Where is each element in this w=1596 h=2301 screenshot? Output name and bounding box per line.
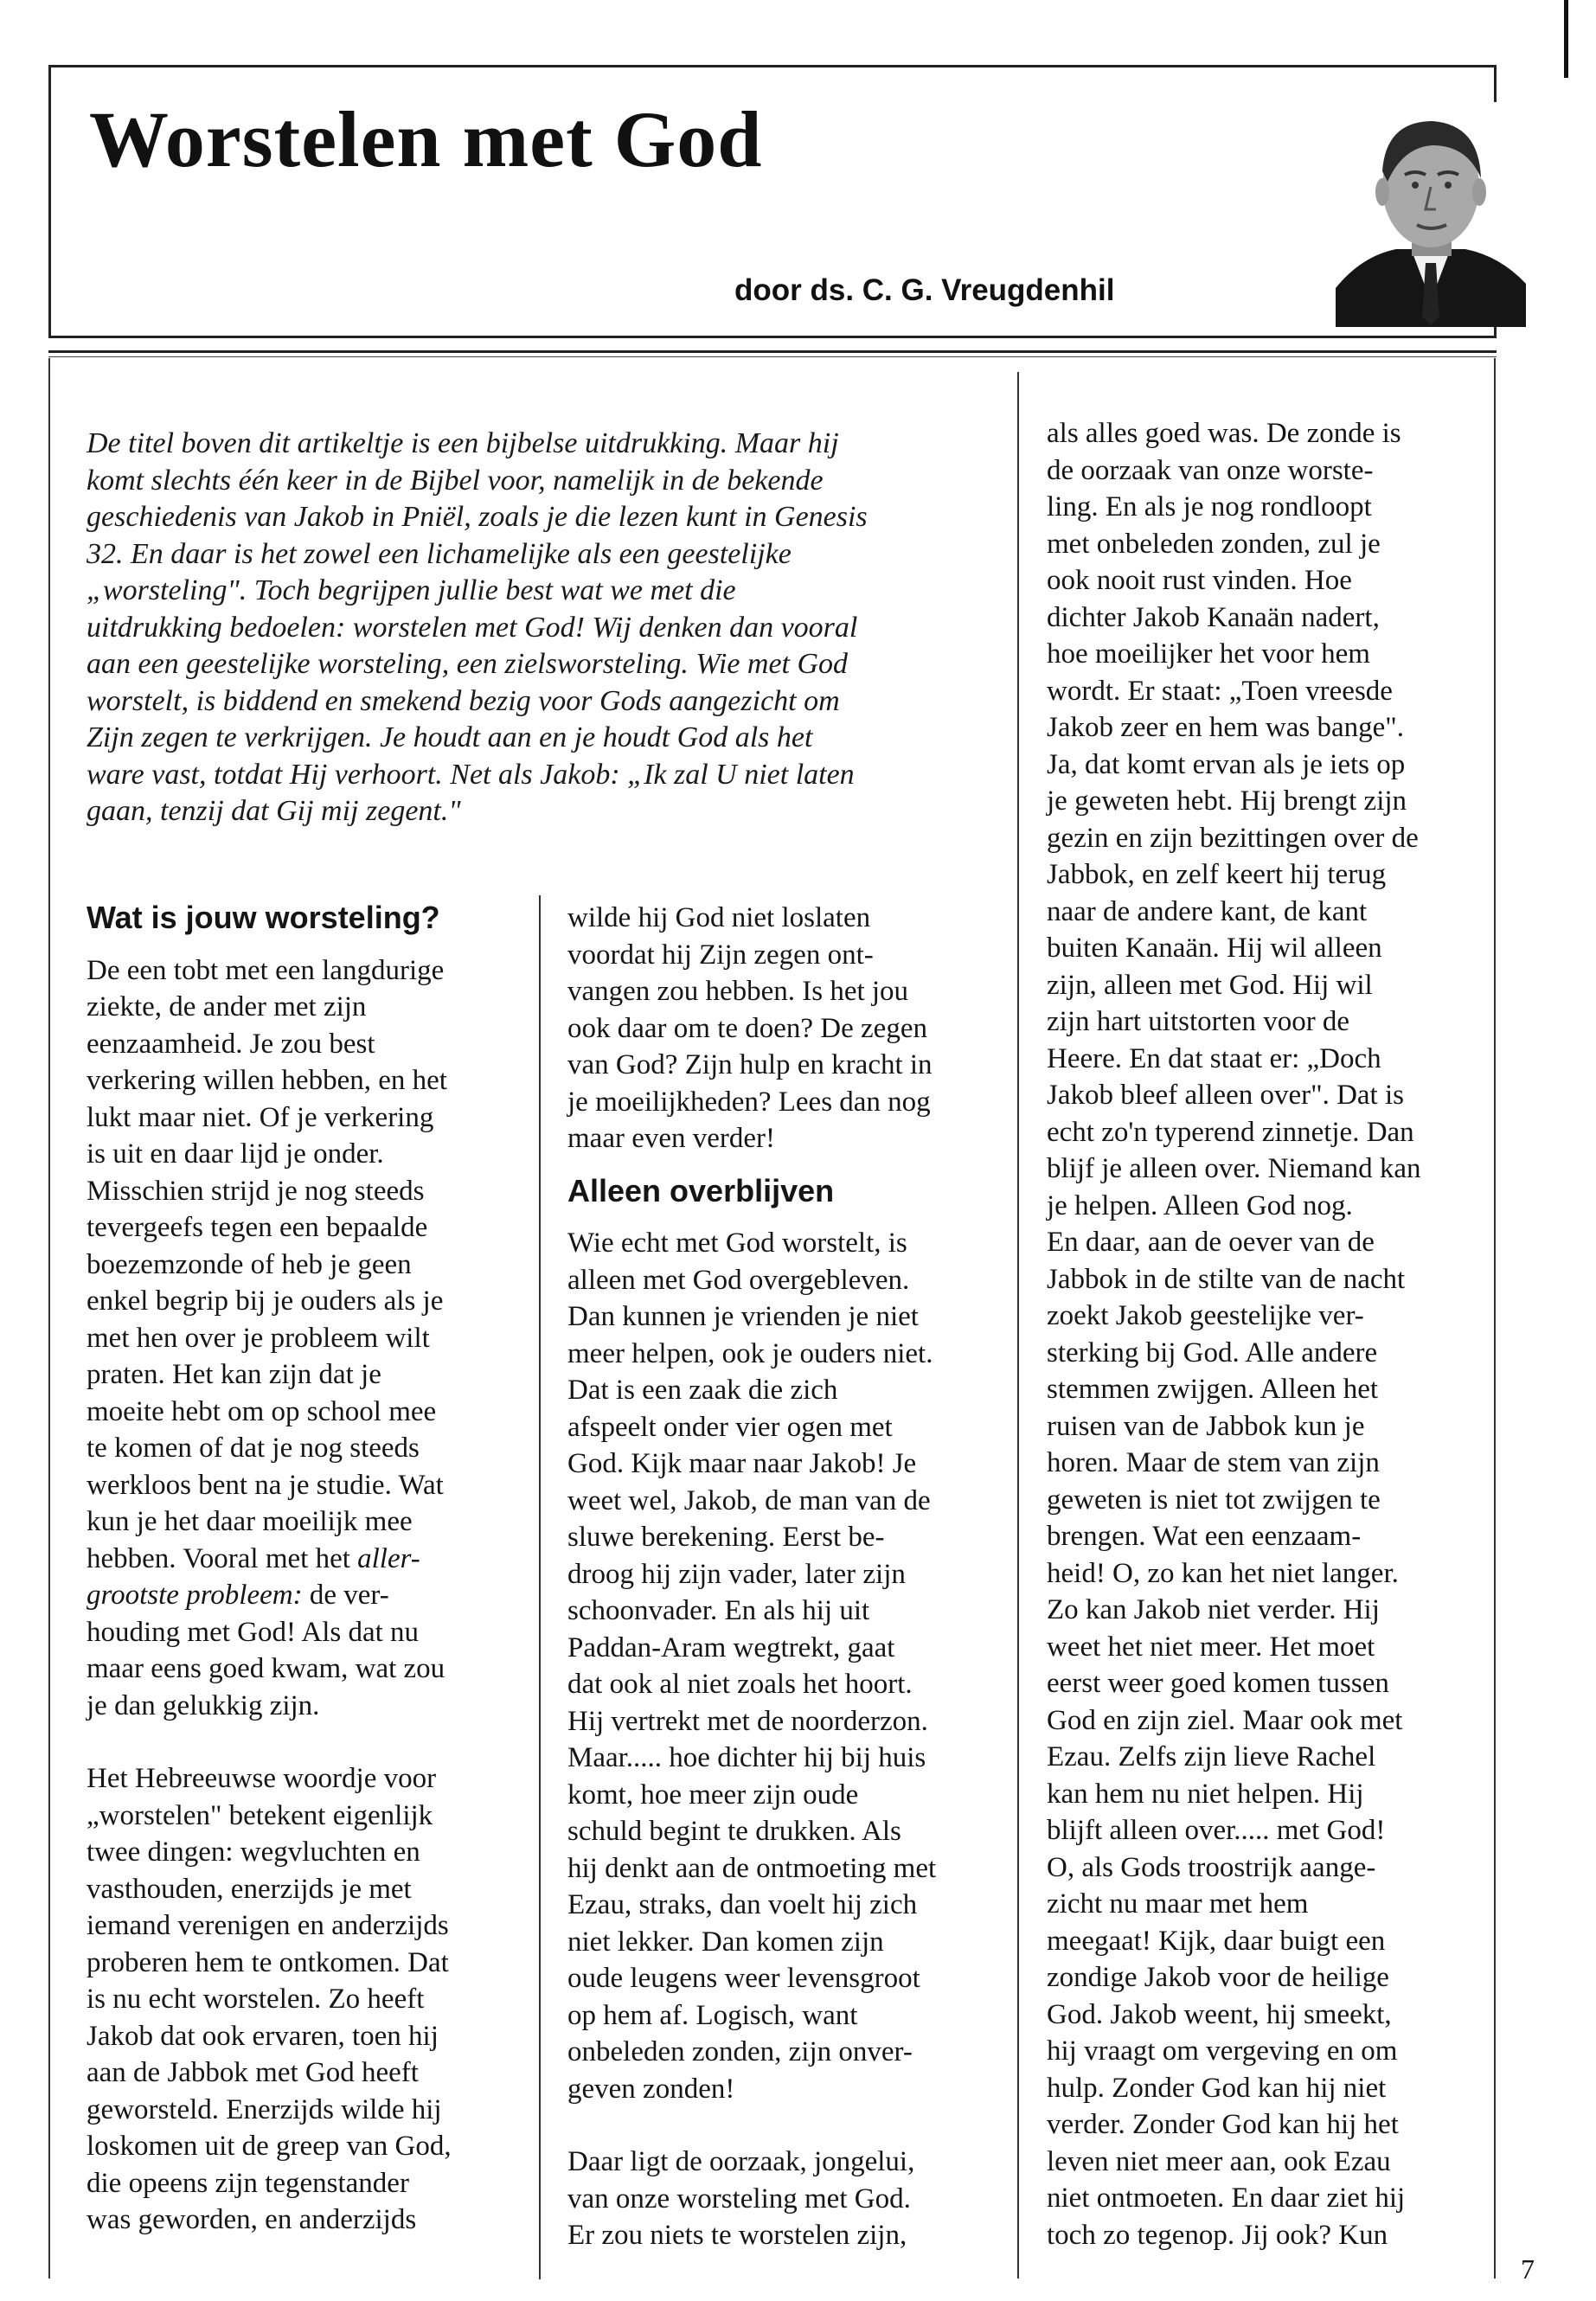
body-line: geworsteld. Enerzijds wilde hij (87, 2093, 442, 2125)
author-portrait (1336, 102, 1526, 327)
intro-line: De titel boven dit artikeltje is een bijbelse uitdrukking. Maar hij (87, 427, 839, 459)
body-line: Hij vertrekt met de noorderzon. (567, 1705, 928, 1737)
body-line: Paddan-Aram wegtrekt, gaat (567, 1631, 895, 1663)
top-right-rule (1564, 0, 1568, 78)
body-line: naar de andere kant, de kant (1047, 895, 1368, 927)
body-line: tevergeefs tegen een bepaalde (87, 1212, 428, 1243)
intro-line: komt slechts één keer in de Bijbel voor, namelijk in de bekende (87, 464, 824, 497)
body-line: hij denkt aan de ontmoeting met (567, 1852, 937, 1884)
intro-line: Zijn zegen te verkrijgen. Je houdt aan en je houdt God als het (87, 721, 813, 753)
left-column-rule (48, 358, 50, 2279)
body-line: geweten is niet tot zwijgen te (1047, 1484, 1381, 1516)
body-line: verkering willen hebben, en het (87, 1065, 447, 1096)
body-line: Maar..... hoe dichter hij bij huis (567, 1742, 926, 1773)
body-line: moeite hebt om op school mee (87, 1395, 437, 1427)
body-line: eerst weer goed komen tussen (1047, 1668, 1389, 1699)
body-line: O, als Gods troostrijk aange- (1047, 1851, 1376, 1883)
body-line: buiten Kanaän. Hij wil alleen (1047, 933, 1382, 964)
body-line: voordat hij Zijn zegen ont- (567, 939, 874, 971)
body-line: schoonvader. En als hij uit (567, 1595, 870, 1626)
body-line: droog hij zijn vader, later zijn (567, 1558, 906, 1590)
body-line: „worstelen" betekent eigenlijk (87, 1799, 433, 1831)
body-line: ziekte, de ander met zijn (87, 991, 367, 1022)
body-line: dat ook al niet zoals het hoort. (567, 1669, 913, 1700)
body-line: dichter Jakob Kanaän nadert, (1047, 601, 1380, 633)
body-line: hij vraagt om vergeving en om (1047, 2035, 1398, 2067)
column-1 (87, 900, 528, 2239)
body-line: vangen zou hebben. Is het jou (567, 976, 909, 1007)
body-line: zoekt Jakob geestelijke ver- (1047, 1300, 1364, 1331)
body-line: sluwe berekening. Eerst be- (567, 1522, 885, 1553)
body-line: Heere. En dat staat er: „Doch (1047, 1042, 1381, 1074)
body-line: God. Kijk maar naar Jakob! Je (567, 1448, 917, 1479)
body-line: je helpen. Alleen God nog. (1047, 1189, 1353, 1221)
body-line: Dan kunnen je vrienden je niet (567, 1301, 919, 1332)
body-line: zicht nu maar met hem (1047, 1888, 1309, 1920)
intro-line: gaan, tenzij dat Gij mij zegent." (87, 795, 461, 827)
body-line: iemand verenigen en anderzijds (87, 1910, 449, 1941)
intro-line: worstelt, is biddend en smekend bezig voor Gods aangezicht om (87, 684, 840, 717)
body-line: kun je het daar moeilijk mee (87, 1506, 413, 1537)
body-line: was geworden, en anderzijds (87, 2204, 417, 2235)
body-line: God en zijn ziel. Maar ook met (1047, 1704, 1403, 1736)
body-line: ook daar om te doen? De zegen (567, 1012, 927, 1044)
section-heading-worsteling: Wat is jouw worsteling? (87, 900, 440, 935)
body-line: is uit en daar lijd je onder. (87, 1138, 384, 1170)
body-line: sterking bij God. Alle andere (1047, 1336, 1378, 1368)
body-line: horen. Maar de stem van zijn (1047, 1447, 1380, 1478)
body-line: zijn, alleen met God. Hij wil (1047, 969, 1373, 1001)
body-line: weet wel, Jakob, de man van de (567, 1484, 931, 1516)
body-line: werkloos bent na je studie. Wat (87, 1469, 444, 1501)
body-line: die opeens zijn tegenstander (87, 2167, 409, 2199)
body-line: brengen. Wat een eenzaam- (1047, 1521, 1362, 1552)
body-line: je dan gelukkig zijn. (87, 1689, 320, 1721)
body-line: Jakob bleef alleen over". Dat is (1047, 1080, 1404, 1111)
body-line: wordt. Er staat: „Toen vreesde (1047, 675, 1393, 707)
body-line: toch zo tegenop. Jij ook? Kun (1047, 2219, 1388, 2251)
column-3 (1047, 415, 1479, 2253)
body-line: maar even verder! (567, 1123, 776, 1154)
emphasis-text: aller- (357, 1542, 420, 1574)
header-rule (48, 350, 1497, 353)
body-line: wilde hij God niet loslaten (567, 902, 871, 933)
body-line: Dat is een zaak die zich (567, 1375, 838, 1406)
body-line: God. Jakob weent, hij smeekt, (1047, 1998, 1392, 2030)
body-line: gezin en zijn bezittingen over de (1047, 822, 1419, 854)
body-line: schuld begint te drukken. Als (567, 1816, 901, 1847)
intro-paragraph (87, 426, 1003, 830)
title-box (48, 65, 1497, 338)
body-line: de oorzaak van onze worste- (1047, 454, 1374, 486)
body-line: op hem af. Logisch, want (567, 1999, 858, 2031)
body-line: heid! O, zo kan het niet langer. (1047, 1557, 1399, 1589)
body-line: Jakob zeer en hem was bange". (1047, 712, 1404, 743)
body-line: ling. En als je nog rondloopt (1047, 491, 1372, 522)
body-line: niet ontmoeten. En daar ziet hij (1047, 2182, 1406, 2214)
body-line: hulp. Zonder God kan hij niet (1047, 2072, 1387, 2104)
header-rule-thin (48, 356, 1497, 357)
body-line: Jabbok in de stilte van de nacht (1047, 1263, 1406, 1295)
intro-line: uitdrukking bedoelen: worstelen met God! Wij denken dan vooral (87, 611, 858, 644)
body-line: houding met God! Als dat nu (87, 1616, 420, 1648)
body-line: hoe moeilijker het voor hem (1047, 638, 1370, 670)
body-line: echt zo'n typerend zinnetje. Dan (1047, 1116, 1414, 1148)
body-line: als alles goed was. De zonde is (1047, 418, 1401, 449)
body-line: Het Hebreeuwse woordje voor (87, 1763, 437, 1794)
body-line: stemmen zwijgen. Alleen het (1047, 1374, 1379, 1405)
author-byline: door ds. C. G. Vreugdenhil (734, 273, 1115, 307)
body-line: is nu echt worstelen. Zo heeft (87, 1984, 425, 2015)
body-line: De een tobt met een langdurige (87, 954, 445, 986)
body-line: Ezau. Zelfs zijn lieve Rachel (1047, 1741, 1376, 1772)
body-line: met onbeleden zonden, zul je (1047, 528, 1381, 560)
body-line: meegaat! Kijk, daar buigt een (1047, 1925, 1386, 1957)
body-line: eenzaamheid. Je zou best (87, 1028, 375, 1060)
body-line: blijft alleen over..... met God! (1047, 1815, 1386, 1846)
column-2 (567, 900, 1009, 2254)
body-line: verder. Zonder God kan hij het (1047, 2109, 1399, 2140)
body-line: te komen of dat je nog steeds (87, 1433, 420, 1464)
intro-line: 32. En daar is het zowel een lichamelijke als een geestelijke (87, 537, 792, 570)
intro-line: ware vast, totdat Hij verhoort. Net als Jakob: „Ik zal U niet laten (87, 758, 855, 791)
body-line: je moeilijkheden? Lees dan nog (567, 1086, 931, 1118)
inner-column-rule (539, 895, 541, 2279)
body-line: Jakob dat ook ervaren, toen hij (87, 2020, 439, 2052)
emphasis-text: grootste probleem: (87, 1580, 303, 1611)
article-title: Worstelen met God (89, 95, 763, 183)
body-line: lukt maar niet. Of je verkering (87, 1101, 434, 1133)
body-line: Er zou niets te worstelen zijn, (567, 2220, 907, 2251)
body-line: oude leugens weer levensgroot (567, 1963, 920, 1994)
body-line: aan de Jabbok met God heeft (87, 2057, 419, 2088)
body-line: ook nooit rust vinden. Hoe (1047, 565, 1352, 596)
intro-line: „worsteling". Toch begrijpen jullie best wat we met die (87, 574, 736, 606)
intro-line: aan een geestelijke worsteling, een zielsworsteling. Wie met God (87, 648, 849, 680)
middle-column-rule (1017, 372, 1019, 2279)
body-line: zondige Jakob voor de heilige (1047, 1962, 1389, 1993)
body-line: enkel begrip bij je ouders als je (87, 1285, 444, 1317)
body-line: Daar ligt de oorzaak, jongelui, (567, 2146, 915, 2177)
body-line: onbeleden zonden, zijn onver- (567, 2036, 913, 2067)
body-line: blijf je alleen over. Niemand kan (1047, 1153, 1421, 1184)
body-line: Zo kan Jakob niet verder. Hij (1047, 1594, 1380, 1625)
body-line: vasthouden, enerzijds je met (87, 1873, 412, 1905)
body-line: alleen met God overgebleven. (567, 1264, 910, 1296)
body-line: hebben. Vooral met het aller- (87, 1542, 420, 1574)
body-line: met hen over je probleem wilt (87, 1322, 430, 1354)
page-number: 7 (1521, 2253, 1535, 2285)
body-line: ruisen van de Jabbok kun je (1047, 1410, 1365, 1442)
body-line: Ja, dat komt ervan als je iets op (1047, 748, 1406, 780)
body-line: Wie echt met God worstelt, is (567, 1227, 907, 1259)
body-line: je geweten hebt. Hij brengt zijn (1047, 785, 1407, 817)
body-line: proberen hem te ontkomen. Dat (87, 1946, 449, 1978)
body-line: komt, hoe meer zijn oude (567, 1779, 859, 1811)
right-column-rule (1494, 358, 1496, 2279)
body-line: meer helpen, ook je ouders niet. (567, 1337, 933, 1369)
body-line: En daar, aan de oever van de (1047, 1227, 1375, 1258)
intro-line: geschiedenis van Jakob in Pniël, zoals je die lezen kunt in Genesis (87, 501, 868, 533)
body-line: van God? Zijn hulp en kracht in (567, 1049, 933, 1080)
body-line: leven niet meer aan, ook Ezau (1047, 2145, 1391, 2177)
body-line: twee dingen: wegvluchten en (87, 1836, 420, 1868)
body-line: zijn hart uitstorten voor de (1047, 1006, 1350, 1037)
body-line: praten. Het kan zijn dat je (87, 1359, 381, 1390)
body-line: van onze worsteling met God. (567, 2182, 911, 2214)
body-line: kan hem nu niet helpen. Hij (1047, 1778, 1364, 1810)
body-line: weet het niet meer. Het moet (1047, 1631, 1375, 1663)
section-heading-alleen: Alleen overblijven (567, 1172, 835, 1208)
body-line: maar eens goed kwam, wat zou (87, 1653, 445, 1684)
body-line: afspeelt onder vier ogen met (567, 1411, 893, 1443)
body-line: Misschien strijd je nog steeds (87, 1175, 425, 1207)
body-line: niet lekker. Dan komen zijn (567, 1926, 884, 1958)
body-line: Ezau, straks, dan voelt hij zich (567, 1889, 918, 1920)
body-line: geven zonden! (567, 2073, 735, 2105)
body-line: boezemzonde of heb je geen (87, 1248, 412, 1280)
body-line: Jabbok, en zelf keert hij terug (1047, 859, 1387, 890)
body-line: grootste probleem: de ver- (87, 1580, 389, 1611)
body-line: loskomen uit de greep van God, (87, 2131, 452, 2162)
